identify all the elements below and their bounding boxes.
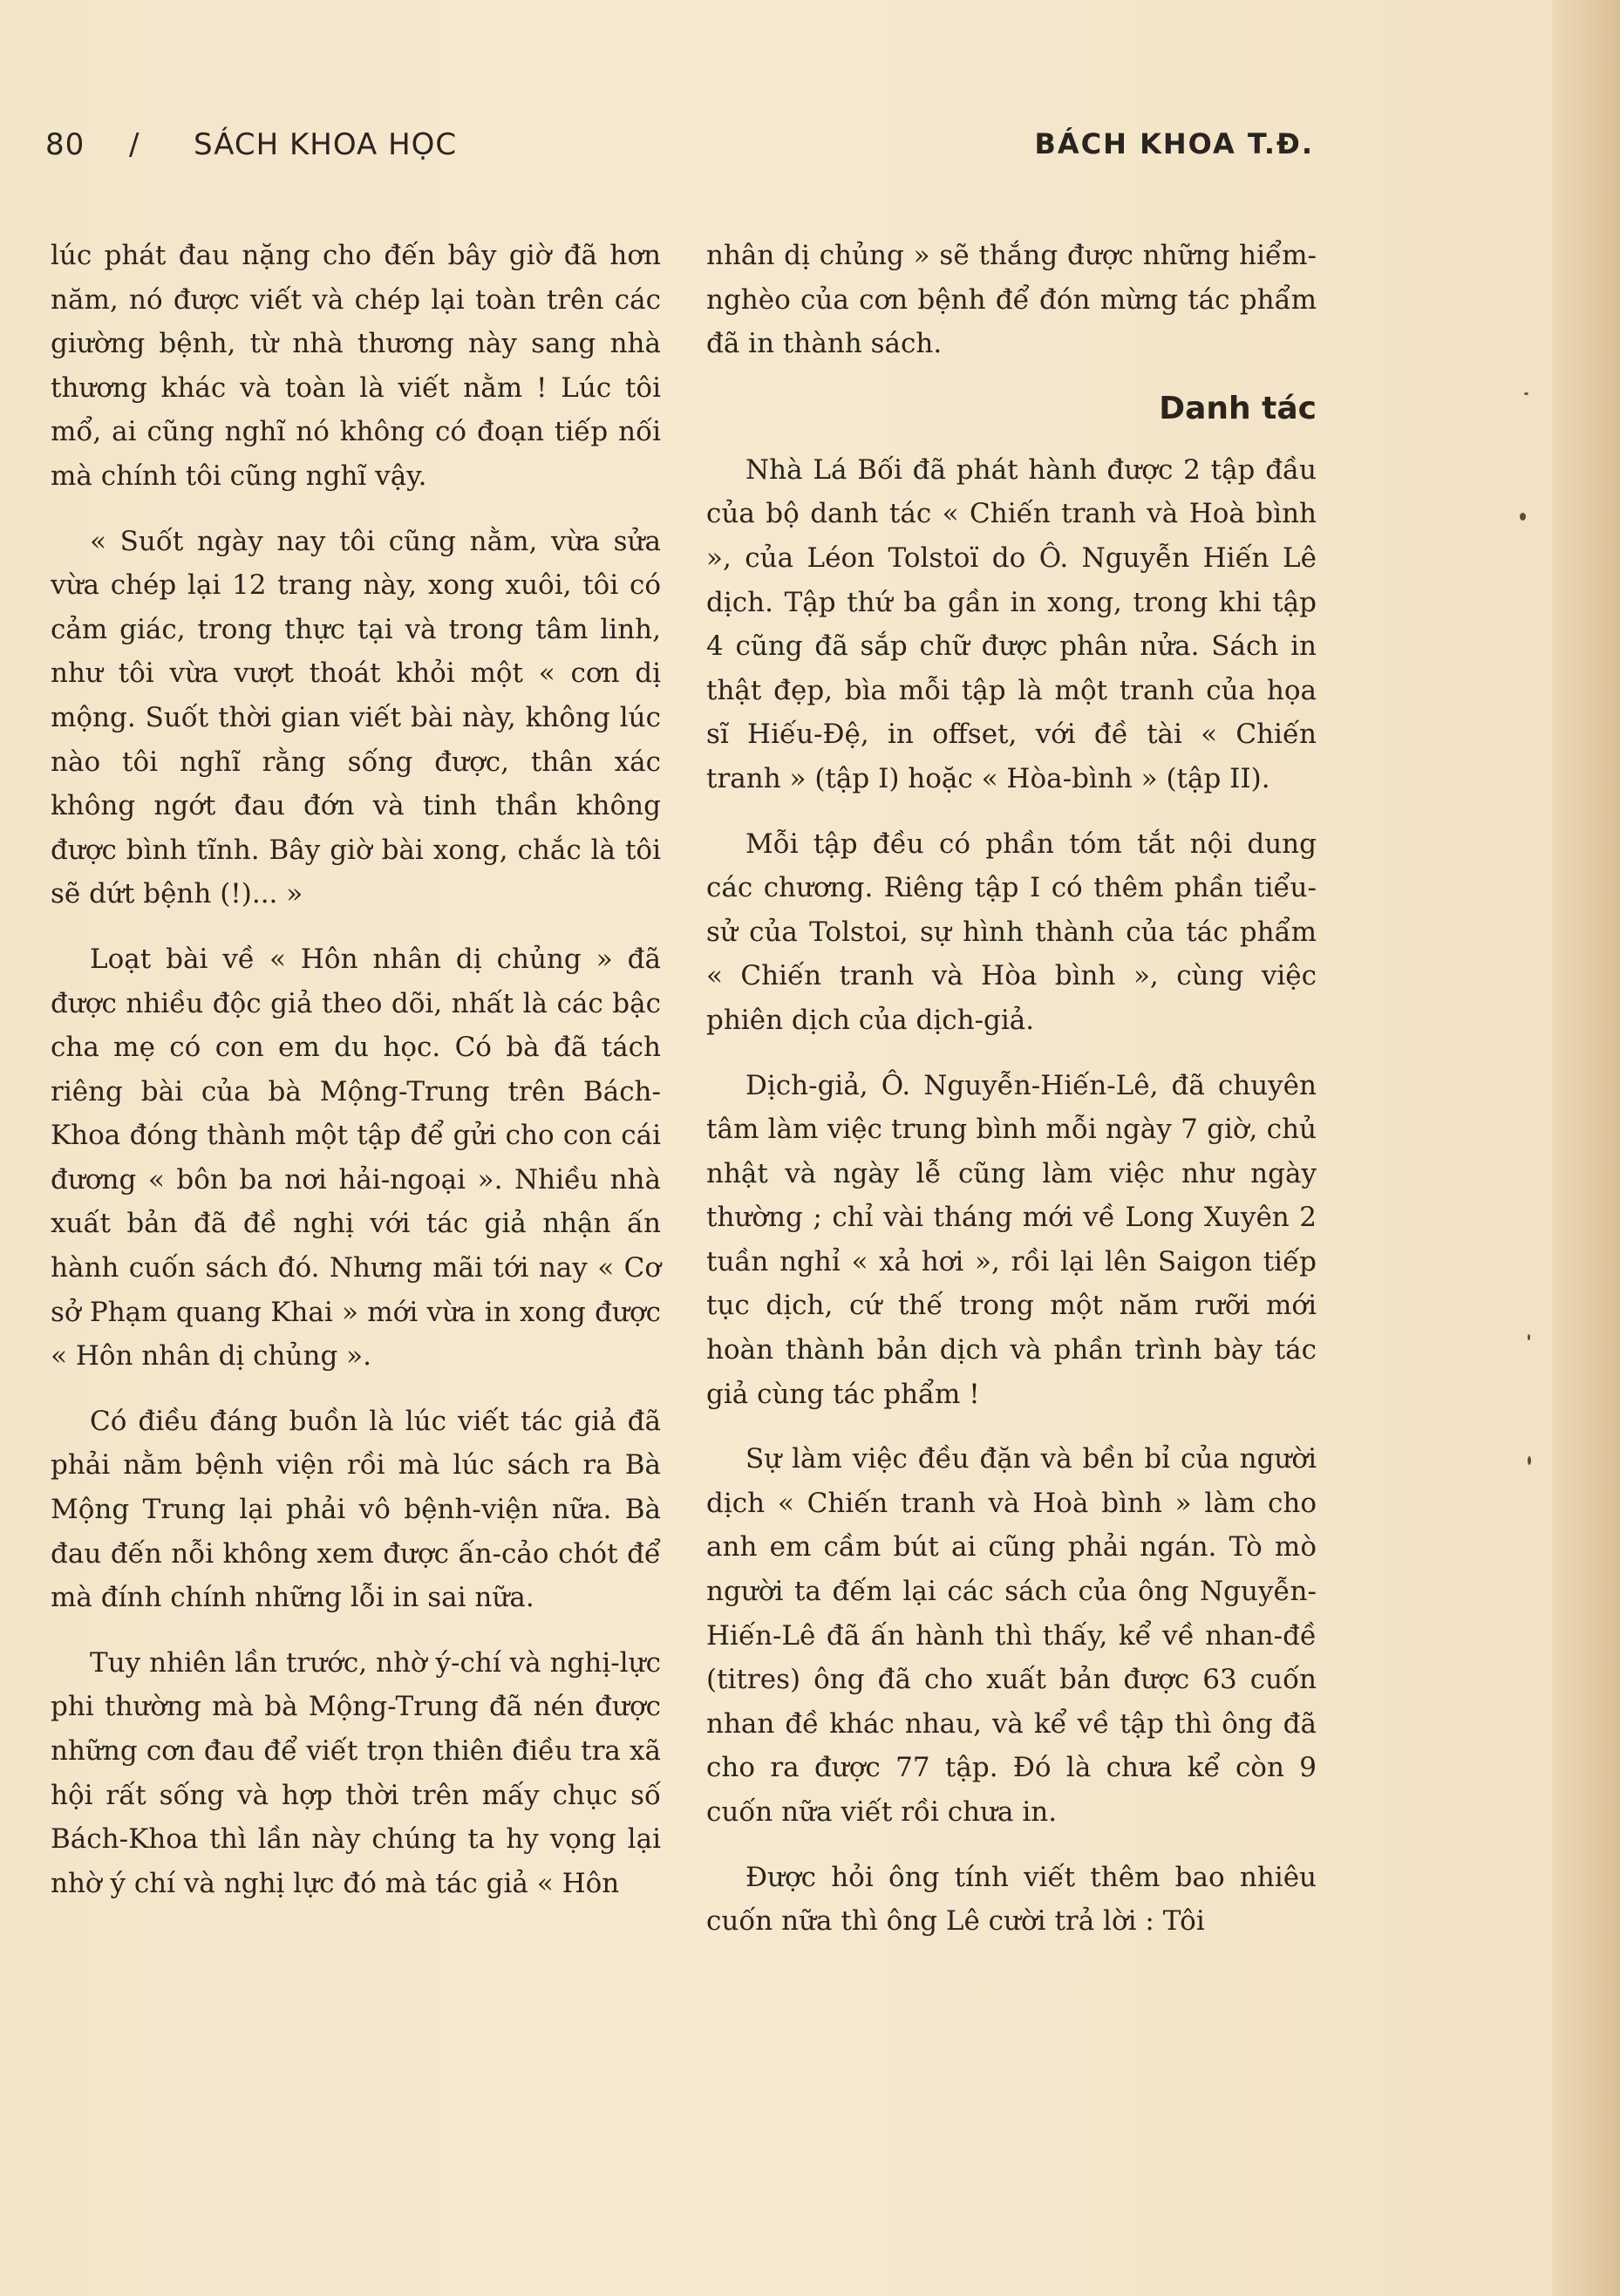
paragraph: Tuy nhiên lần trước, nhờ ý-chí và nghị-lực phi thường mà bà Mộng-Trung đã nén được những cơn đau để viết trọn thiên điều tra xã hội rất sống và hợp thời trên mấy chục số Bách-Khoa thì lần này chúng ta hy vọng lại nhờ ý chí và nghị lực đó mà tác giả « Hôn (51, 1646, 661, 1899)
paper-speck (1524, 392, 1528, 395)
paper-speck (1520, 513, 1526, 521)
paragraph: Được hỏi ông tính viết thêm bao nhiêu cuốn nữa thì ông Lê cười trả lời : Tôi (706, 1861, 1317, 1938)
page-number: 80 (45, 127, 85, 162)
paragraph: lúc phát đau nặng cho đến bây giờ đã hơn năm, nó được viết và chép lại toàn trên các giường bệnh, từ nhà thương này sang nhà thương khác và toàn là viết nằm ! Lúc tôi mổ, ai cũng nghĩ nó không có đoạn tiếp nối mà chính tôi cũng nghĩ vậy. (51, 240, 661, 492)
paragraph: Mỗi tập đều có phần tóm tắt nội dung các chương. Riêng tập I có thêm phần tiểu-sử của Tolstoi, sự hình thành của tác phẩm « Chiến tranh và Hòa bình », cùng việc phiên dịch của dịch-giả. (706, 828, 1317, 1036)
paragraph: nhân dị chủng » sẽ thắng được những hiểm-nghèo của cơn bệnh để đón mừng tác phẩm đã in thành sách. (706, 240, 1317, 360)
paragraph: Nhà Lá Bối đã phát hành được 2 tập đầu của bộ danh tác « Chiến tranh và Hoà bình », của Léon Tolstoï do Ô. Nguyễn Hiến Lê dịch. Tập thứ ba gần in xong, trong khi tập 4 cũng đã sắp chữ được phân nửa. Sách in thật đẹp, bìa mỗi tập là một tranh của họa sĩ Hiếu-Đệ, in offset, với đề tài « Chiến tranh » (tập I) hoặc « Hòa-bình » (tập II). (706, 453, 1317, 794)
page-header (45, 127, 1314, 171)
paper-speck (1528, 1334, 1530, 1340)
paragraph: Dịch-giả, Ô. Nguyễn-Hiến-Lê, đã chuyên tâm làm việc trung bình mỗi ngày 7 giờ, chủ nhật và ngày lễ cũng làm việc như ngày thường ; chỉ vài tháng mới về Long Xuyên 2 tuần nghỉ « xả hơi », rồi lại lên Saigon tiếp tục dịch, cứ thế trong một năm rưỡi mới hoàn thành bản dịch và phần trình bày tác giả cùng tác phẩm ! (706, 1069, 1317, 1410)
paper-speck (1528, 1456, 1531, 1465)
paragraph: Có điều đáng buồn là lúc viết tác giả đã phải nằm bệnh viện rồi mà lúc sách ra Bà Mộng Trung lại phải vô bệnh-viện nữa. Bà đau đến nỗi không xem được ấn-cảo chót để mà đính chính những lỗi in sai nữa. (51, 1405, 661, 1614)
paragraph: « Suốt ngày nay tôi cũng nằm, vừa sửa vừa chép lại 12 trang này, xong xuôi, tôi có cảm giác, trong thực tại và trong tâm linh, như tôi vừa vượt thoát khỏi một « cơn dị mộng. Suốt thời gian viết bài này, không lúc nào tôi nghĩ rằng sống được, thân xác không ngớt đau đớn và tinh thần không được bình tĩnh. Bây giờ bài xong, chắc là tôi sẽ dứt bệnh (!)... » (51, 525, 661, 910)
paragraph: Loạt bài về « Hôn nhân dị chủng » đã được nhiều độc giả theo dõi, nhất là các bậc cha mẹ có con em du học. Có bà đã tách riêng bài của bà Mộng-Trung trên Bách-Khoa đóng thành một tập để gửi cho con cái đương « bôn ba nơi hải-ngoại ». Nhiều nhà xuất bản đã đề nghị với tác giả nhận ấn hành cuốn sách đó. Nhưng mãi tới nay « Cơ sở Phạm quang Khai » mới vừa in xong được « Hôn nhân dị chủng ». (51, 943, 661, 1373)
magazine-title: BÁCH KHOA T.Đ. (1034, 127, 1314, 160)
left-column (51, 234, 661, 1926)
right-column (706, 234, 1317, 1965)
paragraph: Sự làm việc đều đặn và bền bỉ của người dịch « Chiến tranh và Hoà bình » làm cho anh em cầm bút ai cũng phải ngán. Tò mò người ta đếm lại các sách của ông Nguyễn-Hiến-Lê đã ấn hành thì thấy, kể về nhan-đề (titres) ông đã cho xuất bản được 63 cuốn nhan đề khác nhau, và kể về tập thì ông đã cho ra được 77 tập. Đó là chưa kể còn 9 cuốn nữa viết rồi chưa in. (706, 1443, 1317, 1828)
section-heading: Danh tác (1159, 390, 1317, 426)
header-separator: / (129, 127, 140, 162)
section-title: SÁCH KHOA HỌC (194, 127, 458, 162)
page-edge (1552, 0, 1620, 2296)
